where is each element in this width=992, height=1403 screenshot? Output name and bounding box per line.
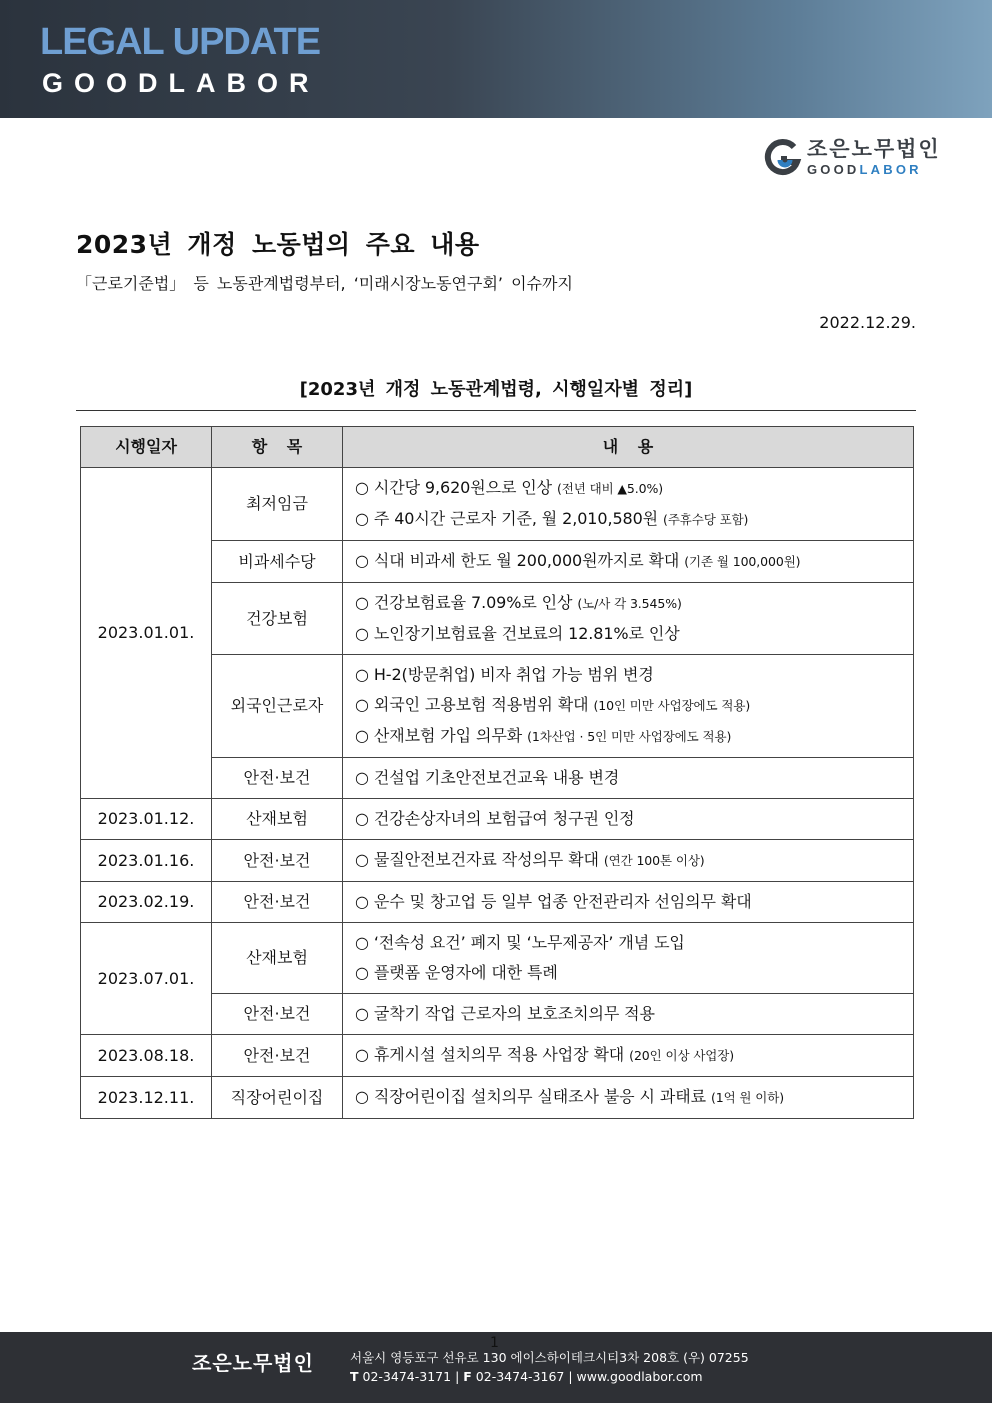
footer-contact bbox=[350, 1368, 703, 1386]
content-cell bbox=[343, 655, 914, 758]
category-cell: 안전·보건 bbox=[212, 994, 343, 1035]
banner-title: LEGAL UPDATE bbox=[40, 21, 321, 63]
content-main: 플랫폼 운영자에 대한 특례 bbox=[373, 963, 558, 982]
document-date: 2022.12.29. bbox=[819, 313, 916, 332]
category-cell: 안전·보건 bbox=[212, 882, 343, 923]
section-divider bbox=[76, 410, 916, 411]
content-cell bbox=[343, 994, 914, 1035]
content-main: ‘전속성 요건’ 폐지 및 ‘노무제공자’ 개념 도입 bbox=[373, 933, 685, 952]
circle-bullet-icon: ○ bbox=[355, 726, 369, 745]
separator: | bbox=[568, 1369, 573, 1384]
content-main: 건강손상자녀의 보험급여 청구권 인정 bbox=[373, 809, 635, 828]
tel-label: T bbox=[350, 1369, 359, 1384]
content-line bbox=[355, 588, 913, 619]
content-main: 식대 비과세 한도 월 200,000원까지로 확대 bbox=[373, 551, 680, 570]
content-line bbox=[355, 504, 913, 535]
circle-bullet-icon: ○ bbox=[355, 1087, 369, 1106]
content-main: 운수 및 창고업 등 일부 업종 안전관리자 선임의무 확대 bbox=[373, 892, 752, 911]
category-cell: 산재보험 bbox=[212, 799, 343, 840]
content-cell bbox=[343, 468, 914, 541]
document-title: 2023년 개정 노동법의 주요 내용 bbox=[76, 230, 480, 259]
category-cell: 안전·보건 bbox=[212, 1035, 343, 1077]
content-line bbox=[355, 1082, 913, 1113]
content-note: (전년 대비 ▲5.0%) bbox=[557, 481, 664, 496]
content-line bbox=[355, 845, 913, 876]
table-row bbox=[81, 882, 914, 923]
section-title: [2023년 개정 노동관계법령, 시행일자별 정리] bbox=[299, 379, 693, 400]
content-line bbox=[355, 660, 913, 690]
content-line bbox=[355, 546, 913, 577]
content-note: (주휴수당 포함) bbox=[663, 512, 749, 527]
logo-name-part1: GOOD bbox=[807, 162, 860, 177]
category-cell: 최저임금 bbox=[212, 468, 343, 541]
effective-date: 2023.01.01. bbox=[81, 468, 212, 799]
content-line bbox=[355, 958, 913, 988]
circle-bullet-icon: ○ bbox=[355, 624, 369, 643]
header-banner bbox=[0, 0, 992, 118]
goodlabor-g-logo-icon bbox=[764, 138, 802, 178]
circle-bullet-icon: ○ bbox=[355, 809, 369, 828]
content-cell bbox=[343, 541, 914, 583]
header-content: 내 용 bbox=[343, 427, 914, 468]
circle-bullet-icon: ○ bbox=[355, 665, 369, 684]
footer-address: 서울시 영등포구 선유로 130 에이스하이테크시티3차 208호 (우) 07255 bbox=[350, 1350, 749, 1365]
content-main: 산재보험 가입 의무화 bbox=[373, 726, 523, 745]
law-schedule-table bbox=[80, 426, 914, 1119]
table-row bbox=[81, 1035, 914, 1077]
content-line bbox=[355, 999, 913, 1029]
table-row bbox=[81, 840, 914, 882]
category-cell: 안전·보건 bbox=[212, 840, 343, 882]
website-link[interactable]: www.goodlabor.com bbox=[576, 1369, 703, 1384]
content-main: 굴착기 작업 근로자의 보호조치의무 적용 bbox=[373, 1004, 655, 1023]
content-cell bbox=[343, 1035, 914, 1077]
circle-bullet-icon: ○ bbox=[355, 933, 369, 952]
category-cell: 비과세수당 bbox=[212, 541, 343, 583]
circle-bullet-icon: ○ bbox=[355, 695, 369, 714]
circle-bullet-icon: ○ bbox=[355, 1004, 369, 1023]
circle-bullet-icon: ○ bbox=[355, 963, 369, 982]
logo-name-korean: 조은노무법인 bbox=[807, 137, 941, 161]
fax-label: F bbox=[463, 1369, 472, 1384]
header-category: 항 목 bbox=[212, 427, 343, 468]
effective-date: 2023.01.16. bbox=[81, 840, 212, 882]
content-note: (연간 100톤 이상) bbox=[603, 853, 705, 868]
logo-name-part2: LABOR bbox=[859, 162, 922, 177]
content-note: (기존 월 100,000원) bbox=[684, 554, 801, 569]
content-line bbox=[355, 619, 913, 649]
content-line bbox=[355, 887, 913, 917]
effective-date: 2023.02.19. bbox=[81, 882, 212, 923]
footer-firm-name: 조은노무법인 bbox=[192, 1351, 314, 1375]
effective-date: 2023.07.01. bbox=[81, 923, 212, 1035]
circle-bullet-icon: ○ bbox=[355, 1045, 369, 1064]
circle-bullet-icon: ○ bbox=[355, 509, 369, 528]
content-note: (20인 이상 사업장) bbox=[629, 1048, 735, 1063]
document-subtitle: 「근로기준법」 등 노동관계법령부터, ‘미래시장노동연구회’ 이슈까지 bbox=[76, 274, 573, 293]
table-row bbox=[81, 468, 914, 541]
content-cell bbox=[343, 758, 914, 799]
circle-bullet-icon: ○ bbox=[355, 892, 369, 911]
content-main: 시간당 9,620원으로 인상 bbox=[373, 478, 552, 497]
content-cell bbox=[343, 882, 914, 923]
content-cell bbox=[343, 840, 914, 882]
effective-date: 2023.08.18. bbox=[81, 1035, 212, 1077]
category-cell: 직장어린이집 bbox=[212, 1077, 343, 1119]
content-line bbox=[355, 928, 913, 958]
circle-bullet-icon: ○ bbox=[355, 551, 369, 570]
table-row bbox=[81, 799, 914, 840]
circle-bullet-icon: ○ bbox=[355, 850, 369, 869]
table-body bbox=[81, 468, 914, 1119]
content-main: 물질안전보건자료 작성의무 확대 bbox=[373, 850, 599, 869]
content-cell bbox=[343, 583, 914, 655]
circle-bullet-icon: ○ bbox=[355, 768, 369, 787]
circle-bullet-icon: ○ bbox=[355, 478, 369, 497]
fax-number: 02-3474-3167 bbox=[475, 1369, 565, 1384]
circle-bullet-icon: ○ bbox=[355, 593, 369, 612]
content-cell bbox=[343, 1077, 914, 1119]
content-line bbox=[355, 473, 913, 504]
table-row bbox=[81, 923, 914, 994]
effective-date: 2023.12.11. bbox=[81, 1077, 212, 1119]
content-note: (10인 미만 사업장에도 적용) bbox=[593, 698, 751, 713]
company-logo bbox=[764, 136, 954, 182]
effective-date: 2023.01.12. bbox=[81, 799, 212, 840]
header-date: 시행일자 bbox=[81, 427, 212, 468]
content-main: H-2(방문취업) 비자 취업 가능 범위 변경 bbox=[373, 665, 654, 684]
content-main: 외국인 고용보험 적용범위 확대 bbox=[373, 695, 589, 714]
content-cell bbox=[343, 799, 914, 840]
content-main: 건강보험료율 7.09%로 인상 bbox=[373, 593, 573, 612]
page-number: 1 bbox=[490, 1335, 499, 1351]
table-row bbox=[81, 1077, 914, 1119]
content-line bbox=[355, 690, 913, 721]
content-main: 주 40시간 근로자 기준, 월 2,010,580원 bbox=[373, 509, 659, 528]
banner-subtitle: GOODLABOR bbox=[42, 68, 320, 98]
content-line bbox=[355, 763, 913, 793]
category-cell: 산재보험 bbox=[212, 923, 343, 994]
table-header-row bbox=[81, 427, 914, 468]
content-note: (1억 원 이하) bbox=[710, 1090, 784, 1105]
content-line bbox=[355, 804, 913, 834]
content-note: (1차산업 · 5인 미만 사업장에도 적용) bbox=[527, 729, 732, 744]
tel-number: 02-3474-3171 bbox=[362, 1369, 452, 1384]
content-main: 직장어린이집 설치의무 실태조사 불응 시 과태료 bbox=[373, 1087, 706, 1106]
separator: | bbox=[455, 1369, 460, 1384]
content-line bbox=[355, 1040, 913, 1071]
footer bbox=[0, 1332, 992, 1403]
category-cell: 외국인근로자 bbox=[212, 655, 343, 758]
content-cell bbox=[343, 923, 914, 994]
category-cell: 안전·보건 bbox=[212, 758, 343, 799]
content-main: 건설업 기초안전보건교육 내용 변경 bbox=[373, 768, 620, 787]
content-main: 휴게시설 설치의무 적용 사업장 확대 bbox=[373, 1045, 625, 1064]
content-main: 노인장기보험료율 건보료의 12.81%로 인상 bbox=[373, 624, 680, 643]
logo-name-english bbox=[807, 162, 922, 178]
category-cell: 건강보험 bbox=[212, 583, 343, 655]
content-line bbox=[355, 721, 913, 752]
content-note: (노/사 각 3.545%) bbox=[577, 596, 682, 611]
